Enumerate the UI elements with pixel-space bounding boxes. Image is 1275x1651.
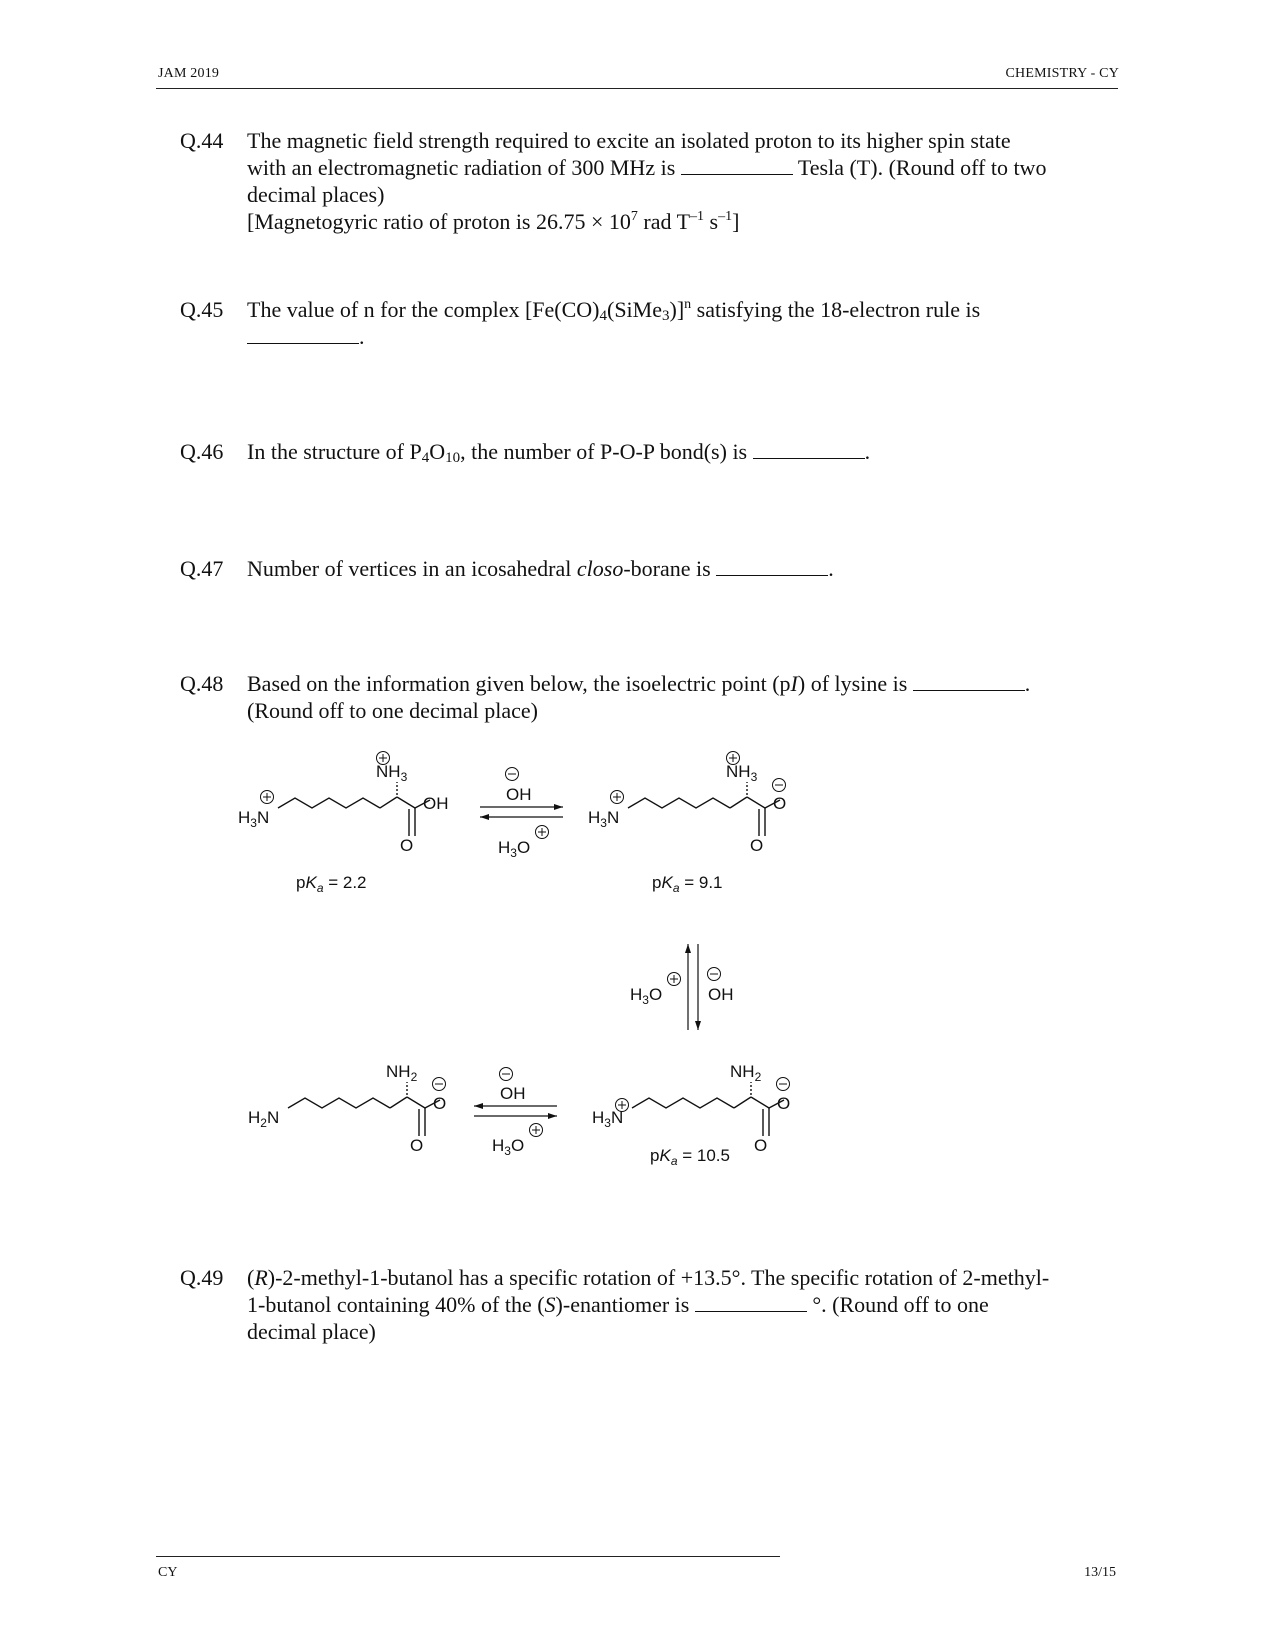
- positive-charge-icon: [536, 826, 549, 839]
- question-46: [180, 438, 1110, 465]
- svg-text:OH: OH: [423, 794, 449, 813]
- question-44: [180, 127, 1110, 235]
- header-divider: [156, 88, 1118, 89]
- header-subject: CHEMISTRY - CY: [1005, 66, 1119, 81]
- question-line: 1-butanol containing 40% of the (S)-enantiomer is °. (Round off to one: [247, 1292, 989, 1317]
- svg-text:H2N: $H_2N$: [248, 1108, 280, 1130]
- negative-charge-icon: [433, 1078, 446, 1091]
- answer-blank[interactable]: [716, 557, 828, 576]
- question-text: [247, 296, 1110, 350]
- svg-text:H3N: $H_3N$: [592, 1108, 624, 1130]
- question-text: [247, 670, 1110, 724]
- svg-text:O: O: [754, 1136, 768, 1155]
- svg-text:O: O: [750, 836, 764, 855]
- svg-text:NH3: $NH_3$: [376, 762, 408, 784]
- svg-text:NH2: $NH_2$: [386, 1062, 418, 1084]
- answer-blank[interactable]: [913, 672, 1025, 691]
- question-line: decimal place): [247, 1319, 376, 1344]
- positive-charge-icon: [261, 791, 274, 804]
- question-line: The value of n for the complex $[Fe(CO)_4(SiMe_3)]^n$ satisfying the 18-electron rule is: [247, 297, 981, 324]
- question-text: [247, 1264, 1110, 1345]
- svg-text:O: O: [433, 1094, 447, 1113]
- svg-text:O: O: [777, 1094, 791, 1113]
- lysine-structure-carboxylate: [588, 752, 786, 856]
- question-text: [247, 555, 1110, 582]
- question-line: (R)-2-methyl-1-butanol has a specific rotation of +13.5°. The specific rotation of 2-methyl-: [247, 1265, 1050, 1290]
- question-line: (Round off to one decimal place): [247, 698, 538, 723]
- footer-subject-code: CY: [158, 1565, 178, 1580]
- question-number: Q.46: [180, 439, 224, 464]
- question-line: Based on the information given below, the isoelectric point (pI) of lysine is .: [247, 671, 1031, 696]
- lysine-equilibrium-scheme: [230, 762, 850, 1250]
- question-number: Q.48: [180, 671, 224, 696]
- svg-text:OH: OH: [500, 1084, 526, 1103]
- negative-charge-icon: [500, 1068, 513, 1081]
- answer-blank[interactable]: [247, 325, 359, 344]
- equilibrium-arrows-3: [474, 1068, 557, 1159]
- lysine-scheme-drawing: [230, 762, 850, 1250]
- svg-text:O: O: [773, 794, 787, 813]
- svg-text:OH: OH: [708, 985, 734, 1004]
- answer-blank[interactable]: [695, 1293, 807, 1312]
- equilibrium-arrows-1: [480, 768, 563, 861]
- svg-text:H3N: $H_3N$: [238, 808, 270, 830]
- svg-text:NH3: $NH_3$: [726, 762, 758, 784]
- lysine-structure-zwitterion: [592, 1062, 790, 1155]
- page-number: 13/15: [1084, 1565, 1116, 1580]
- question-line: decimal places): [247, 182, 385, 207]
- answer-blank[interactable]: [681, 156, 793, 175]
- answer-blank[interactable]: [753, 440, 865, 459]
- question-line: .: [247, 323, 1110, 350]
- svg-text:H3O: $H_3O$: [498, 838, 531, 860]
- question-45: [180, 296, 1110, 350]
- svg-text:H3N: $H_3N$: [588, 808, 620, 830]
- question-line: [Magnetogyric ratio of proton is $26.75 \times 10^7$ rad $T^{-1}$ $s^{-1}$]: [247, 209, 740, 234]
- svg-text:O: O: [400, 836, 414, 855]
- positive-charge-icon: [668, 973, 681, 986]
- positive-charge-icon: [530, 1124, 543, 1137]
- pka-label-1: $pK_a = 2.2$: [296, 873, 367, 895]
- question-number: Q.44: [180, 128, 224, 153]
- svg-text:H3O: $H_3O$: [492, 1136, 525, 1158]
- question-line: The magnetic field strength required to excite an isolated proton to its higher spin state: [247, 128, 1011, 153]
- question-text: [247, 438, 1110, 465]
- negative-charge-icon: [708, 968, 721, 981]
- question-49: [180, 1264, 1110, 1345]
- question-line: with an electromagnetic radiation of 300 MHz is Tesla (T). (Round off to two: [247, 155, 1047, 180]
- negative-charge-icon: [777, 1078, 790, 1091]
- positive-charge-icon: [611, 791, 624, 804]
- negative-charge-icon: [773, 779, 786, 792]
- question-number: Q.45: [180, 297, 224, 322]
- question-48: [180, 670, 1110, 724]
- question-line: In the structure of $P_4O_{10}$, the number of P-O-P bond(s) is .: [247, 439, 871, 466]
- pka-label-2: $pK_a = 9.1$: [652, 873, 723, 895]
- header-exam-name: JAM 2019: [158, 66, 220, 81]
- question-number: Q.49: [180, 1265, 224, 1290]
- question-47: [180, 555, 1110, 582]
- svg-text:O: O: [410, 1136, 424, 1155]
- question-number: Q.47: [180, 556, 224, 581]
- svg-text:NH2: $NH_2$: [730, 1062, 762, 1084]
- pka-label-3: $pK_a = 10.5$: [650, 1146, 730, 1168]
- footer-divider: [156, 1556, 780, 1557]
- question-text: [247, 127, 1110, 235]
- negative-charge-icon: [506, 768, 519, 781]
- question-line: Number of vertices in an icosahedral closo-borane is .: [247, 556, 834, 581]
- svg-text:H3O: $H_3O$: [630, 985, 663, 1007]
- svg-text:OH: OH: [506, 785, 532, 804]
- equilibrium-arrows-2: [630, 944, 734, 1030]
- lysine-structure-fully-protonated: [238, 752, 449, 856]
- lysine-structure-deprotonated: [248, 1062, 446, 1155]
